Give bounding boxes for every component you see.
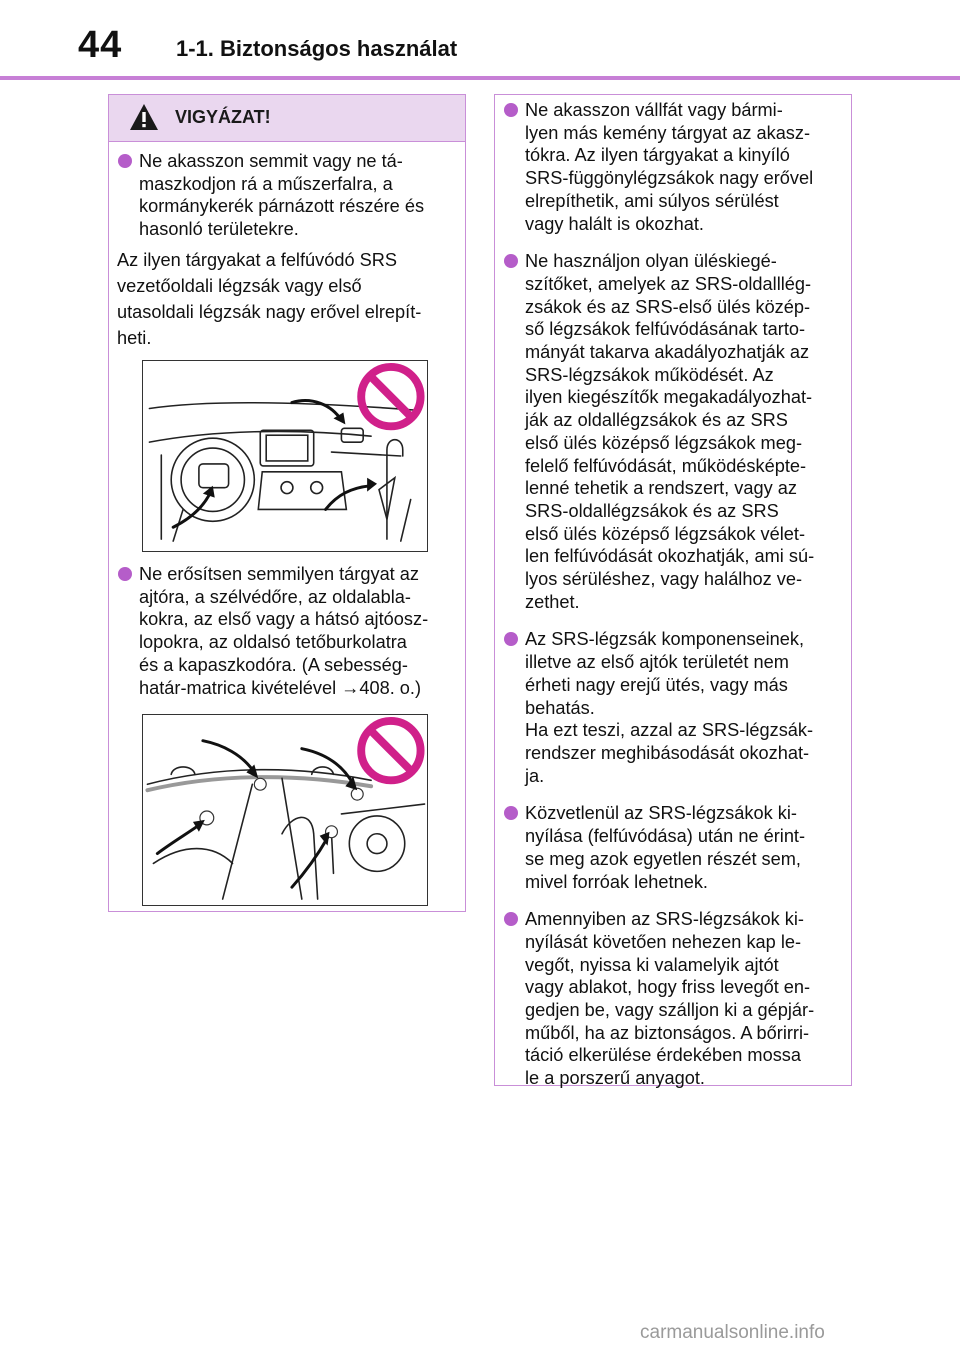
page-header <box>0 0 960 80</box>
text-line: első ülés középső légzsákok meg- <box>525 432 802 453</box>
right-bullet-5 <box>503 908 843 1090</box>
text-line: lenné tehetik a rendszert, vagy az <box>525 478 797 499</box>
text-line: vezetőoldali légzsák vagy első <box>117 275 362 296</box>
cabin-drawing <box>143 715 427 905</box>
page-number: 44 <box>78 24 123 66</box>
text-line: Ne akasszon vállfát vagy bármi- <box>525 100 783 120</box>
text-line: Ne használjon olyan üléskiegé- <box>525 251 777 272</box>
text-line: SRS-oldallégzsákok és az SRS <box>525 500 779 521</box>
warning-title: VIGYÁZAT! <box>175 107 271 127</box>
right-bullet-4 <box>503 802 843 893</box>
text-line: tókra. Az ilyen tárgyakat a kinyíló <box>525 145 790 166</box>
text-line: zsákok és az SRS-első ülés közép- <box>525 296 811 317</box>
right-bullet-2 <box>503 250 843 613</box>
prohibition-sign-icon <box>361 367 420 426</box>
text-line: zethet. <box>525 591 580 612</box>
text-line: Ne erősítsen semmilyen tárgyat az <box>139 564 419 584</box>
text-line: ilyen kiegészítők megakadályozhat- <box>525 387 813 408</box>
text-line: vagy halált is okozhat. <box>525 213 704 234</box>
text-line: len felfúvódását okozhatják, ami sú- <box>525 546 815 567</box>
cabin-illustration <box>142 714 428 906</box>
dashboard-illustration <box>142 360 428 552</box>
left-bullet-2 <box>117 563 428 699</box>
text-line: Amennyiben az SRS-légzsákok ki- <box>525 909 804 930</box>
dashboard-drawing <box>143 361 427 551</box>
text-line: vegőt, nyissa ki valamelyik ajtót <box>525 954 779 975</box>
text-line: lyen más kemény tárgyat az akasz- <box>525 122 811 143</box>
text-line: maszkodjon rá a műszerfalra, a <box>139 173 393 194</box>
text-line: behatás. <box>525 697 595 718</box>
text-line: ja. <box>525 765 545 786</box>
text-line: Az SRS-légzsák komponenseinek, <box>525 629 805 650</box>
text-line: ják az oldallégzsákok és az SRS <box>525 410 788 431</box>
text-line: nyílása (felfúvódása) után ne érint- <box>525 826 806 847</box>
text-line: mányát takarva akadályozhatják az <box>525 342 810 363</box>
header-rule <box>0 76 960 80</box>
text-line: kormánykerék párnázott részére és <box>139 196 425 217</box>
text-line: ső légzsákok felfúvódásának tarto- <box>525 319 806 340</box>
text-line: utasoldali légzsák nagy erővel elrepít- <box>117 301 422 322</box>
text-line: le a porszerű anyagot. <box>525 1068 705 1089</box>
text-line: Közvetlenül az SRS-légzsákok ki- <box>525 803 797 824</box>
text-line: ajtóra, a szélvédőre, az oldalabla- <box>139 586 411 607</box>
warning-header <box>109 95 465 142</box>
text-line: Ne akasszon semmit vagy ne tá- <box>139 151 403 171</box>
section-title: 1-1. Biztonságos használat <box>176 36 458 61</box>
text-line: nyílását követően nehezen kap le- <box>525 931 802 952</box>
text-line: első ülés középső légzsákok vélet- <box>525 523 806 544</box>
text-line: gedjen be, vagy szálljon ki a gépjár- <box>525 1000 815 1021</box>
text-line: hasonló területekre. <box>139 219 299 240</box>
text-line: szítőket, amelyek az SRS-oldalllég- <box>525 273 812 294</box>
text-line: lopokra, az oldalsó tetőburkolatra <box>139 632 407 653</box>
text-line: se meg azok egyetlen részét sem, <box>525 848 801 869</box>
text-line: lyos sérüléshez, vagy halálhoz ve- <box>525 569 802 590</box>
text-line: felelő felfúvódását, működésképte- <box>525 455 807 476</box>
right-bullet-3 <box>503 628 843 787</box>
text-line: mivel forróak lehetnek. <box>525 871 708 892</box>
text-line: és a kapaszkodóra. (A sebesség- <box>139 654 408 675</box>
text-line: kokra, az első vagy a hátsó ajtóosz- <box>139 609 429 630</box>
text-line: Ha ezt teszi, azzal az SRS-légzsák- <box>525 720 814 741</box>
text-line: táció elkerülése érdekében mossa <box>525 1045 802 1066</box>
text-line: SRS-függönylégzsákok nagy erővel <box>525 168 814 189</box>
prohibition-sign-icon <box>361 721 420 780</box>
text-line: illetve az első ajtók területét nem <box>525 652 789 673</box>
warning-triangle-icon <box>129 103 159 131</box>
text-line: elrepíthetik, ami súlyos sérülést <box>525 190 779 211</box>
left-bullet-1 <box>117 150 455 241</box>
text-line: műből, ha az biztonságos. A bőrirri- <box>525 1022 810 1043</box>
watermark: carmanualsonline.info <box>640 1322 825 1343</box>
text-line: érheti nagy erejű ütés, vagy más <box>525 674 788 695</box>
warning-panel-right <box>494 94 852 1089</box>
right-bullet-1 <box>503 99 843 235</box>
text-line: heti. <box>117 327 152 348</box>
text-line: SRS-légzsákok működését. Az <box>525 364 774 385</box>
text-line: vagy ablakot, hogy friss levegőt en- <box>525 977 811 998</box>
text-line: rendszer meghibásodását okozhat- <box>525 742 810 763</box>
left-paragraph <box>117 247 455 351</box>
text-line: Az ilyen tárgyakat a felfúvódó SRS <box>117 249 398 270</box>
text-line: határ-matrica kivételével →408. o.) <box>139 677 422 698</box>
